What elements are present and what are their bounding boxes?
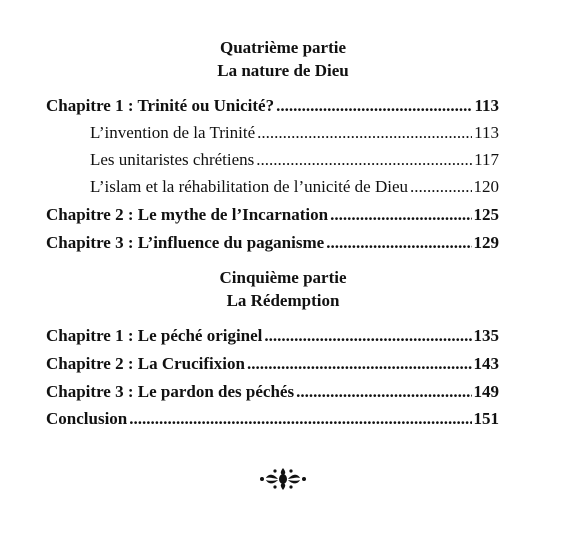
toc-label: L’islam et la réhabilitation de l’unicité de Dieu [90,177,409,196]
leader-dots [276,94,472,118]
toc-row[interactable] [46,231,499,255]
leader-dots [256,148,472,172]
toc-label: Chapitre 3 : L’influence du paganisme [46,233,325,252]
toc-page-number: 135 [473,326,499,345]
toc-row[interactable] [46,94,499,118]
toc-label: Chapitre 2 : Le mythe de l’Incarnation [46,205,329,224]
toc-label: Chapitre 2 : La Crucifixion [46,354,245,373]
part5-title: Cinquième partie [219,268,347,287]
toc-page-number: 120 [473,177,499,196]
leader-dots [410,175,471,199]
toc-page-number: 143 [473,354,499,373]
toc-page-number: 117 [474,150,499,169]
toc-page-number: 125 [473,205,499,224]
toc-page-number: 113 [474,96,499,115]
toc-row[interactable] [46,352,499,376]
leader-dots [129,407,471,431]
part5-subtitle: La Rédemption [226,291,340,310]
toc-page-number: 149 [473,382,499,401]
fleuron-ornament-icon [257,466,309,492]
toc-row[interactable] [46,380,499,404]
toc-label: Chapitre 1 : Trinité ou Unicité? [46,96,275,115]
toc-page-number: 113 [474,123,499,142]
toc-row[interactable] [46,324,499,348]
leader-dots [264,324,471,348]
toc-row[interactable] [46,203,499,227]
leader-dots [326,231,471,255]
leader-dots [296,380,471,404]
toc-label: Chapitre 1 : Le péché originel [46,326,263,345]
toc-page-number: 151 [473,409,499,428]
toc-label: Les unitaristes chrétiens [90,150,255,169]
leader-dots [247,352,472,376]
part4-subtitle: La nature de Dieu [217,61,349,80]
toc-row[interactable] [90,121,499,145]
toc-page-number: 129 [473,233,499,252]
leader-dots [257,121,472,145]
part4-title: Quatrième partie [219,38,347,57]
toc-label: Chapitre 3 : Le pardon des péchés [46,382,295,401]
toc-label: Conclusion [46,409,128,428]
toc-row[interactable] [90,148,499,172]
toc-row[interactable] [90,175,499,199]
toc-label: L’invention de la Trinité [90,123,256,142]
leader-dots [330,203,471,227]
toc-row[interactable] [46,407,499,431]
